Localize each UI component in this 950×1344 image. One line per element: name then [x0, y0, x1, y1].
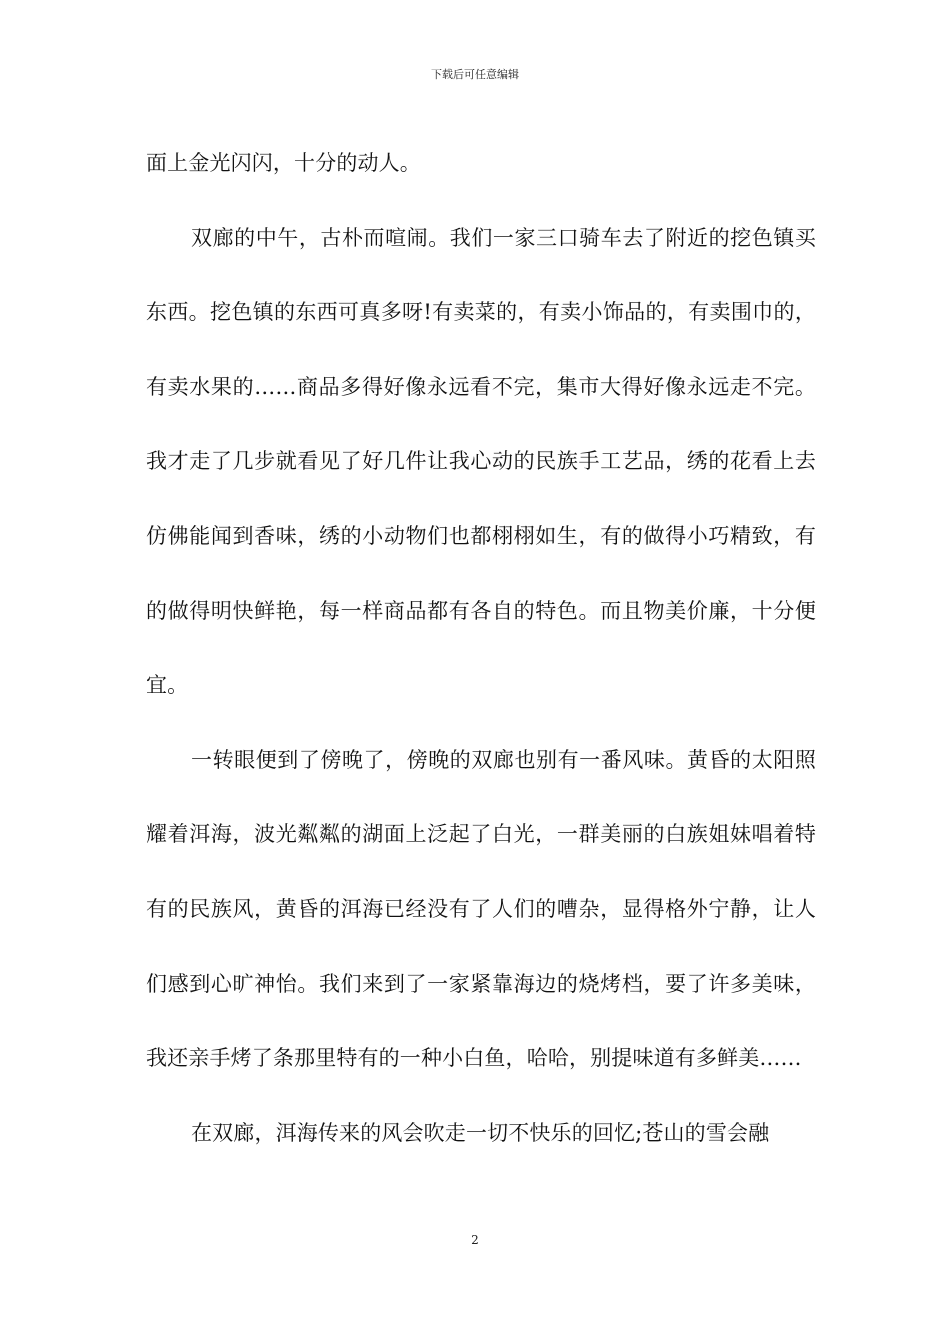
document-body	[146, 126, 816, 1170]
paragraph-continuation: 面上金光闪闪，十分的动人。	[146, 151, 421, 175]
paragraph-evening: 一转眼便到了傍晚了，傍晚的双廊也别有一番风味。黄昏的太阳照耀着洱海，波光粼粼的湖面上泛起了白光，一群美丽的白族姐妹唱着特有的民族风，黄昏的洱海已经没有了人们的嘈杂，显得格外宁静，让人们感到心旷神怡。我们来到了一家紧靠海边的烧烤档，要了许多美味，我还亲手烤了条那里特有的一种小白鱼，哈哈，别提味道有多鲜美……	[146, 747, 816, 1071]
paragraph-noon: 双廊的中午，古朴而喧闹。我们一家三口骑车去了附近的挖色镇买东西。挖色镇的东西可真多呀!有卖菜的，有卖小饰品的，有卖围巾的，有卖水果的……商品多得好像永远看不完，集市大得好像永远走不完。我才走了几步就看见了好几件让我心动的民族手工艺品，绣的花看上去仿佛能闻到香味，绣的小动物们也都栩栩如生，有的做得小巧精致，有的做得明快鲜艳，每一样商品都有各自的特色。而且物美价廉，十分便宜。	[146, 225, 816, 698]
page-number: 2	[471, 1233, 479, 1247]
paragraph-closing: 在双廊，洱海传来的风会吹走一切不快乐的回忆;苍山的雪会融	[191, 1120, 770, 1145]
page-header: 下载后可任意编辑	[431, 68, 519, 81]
